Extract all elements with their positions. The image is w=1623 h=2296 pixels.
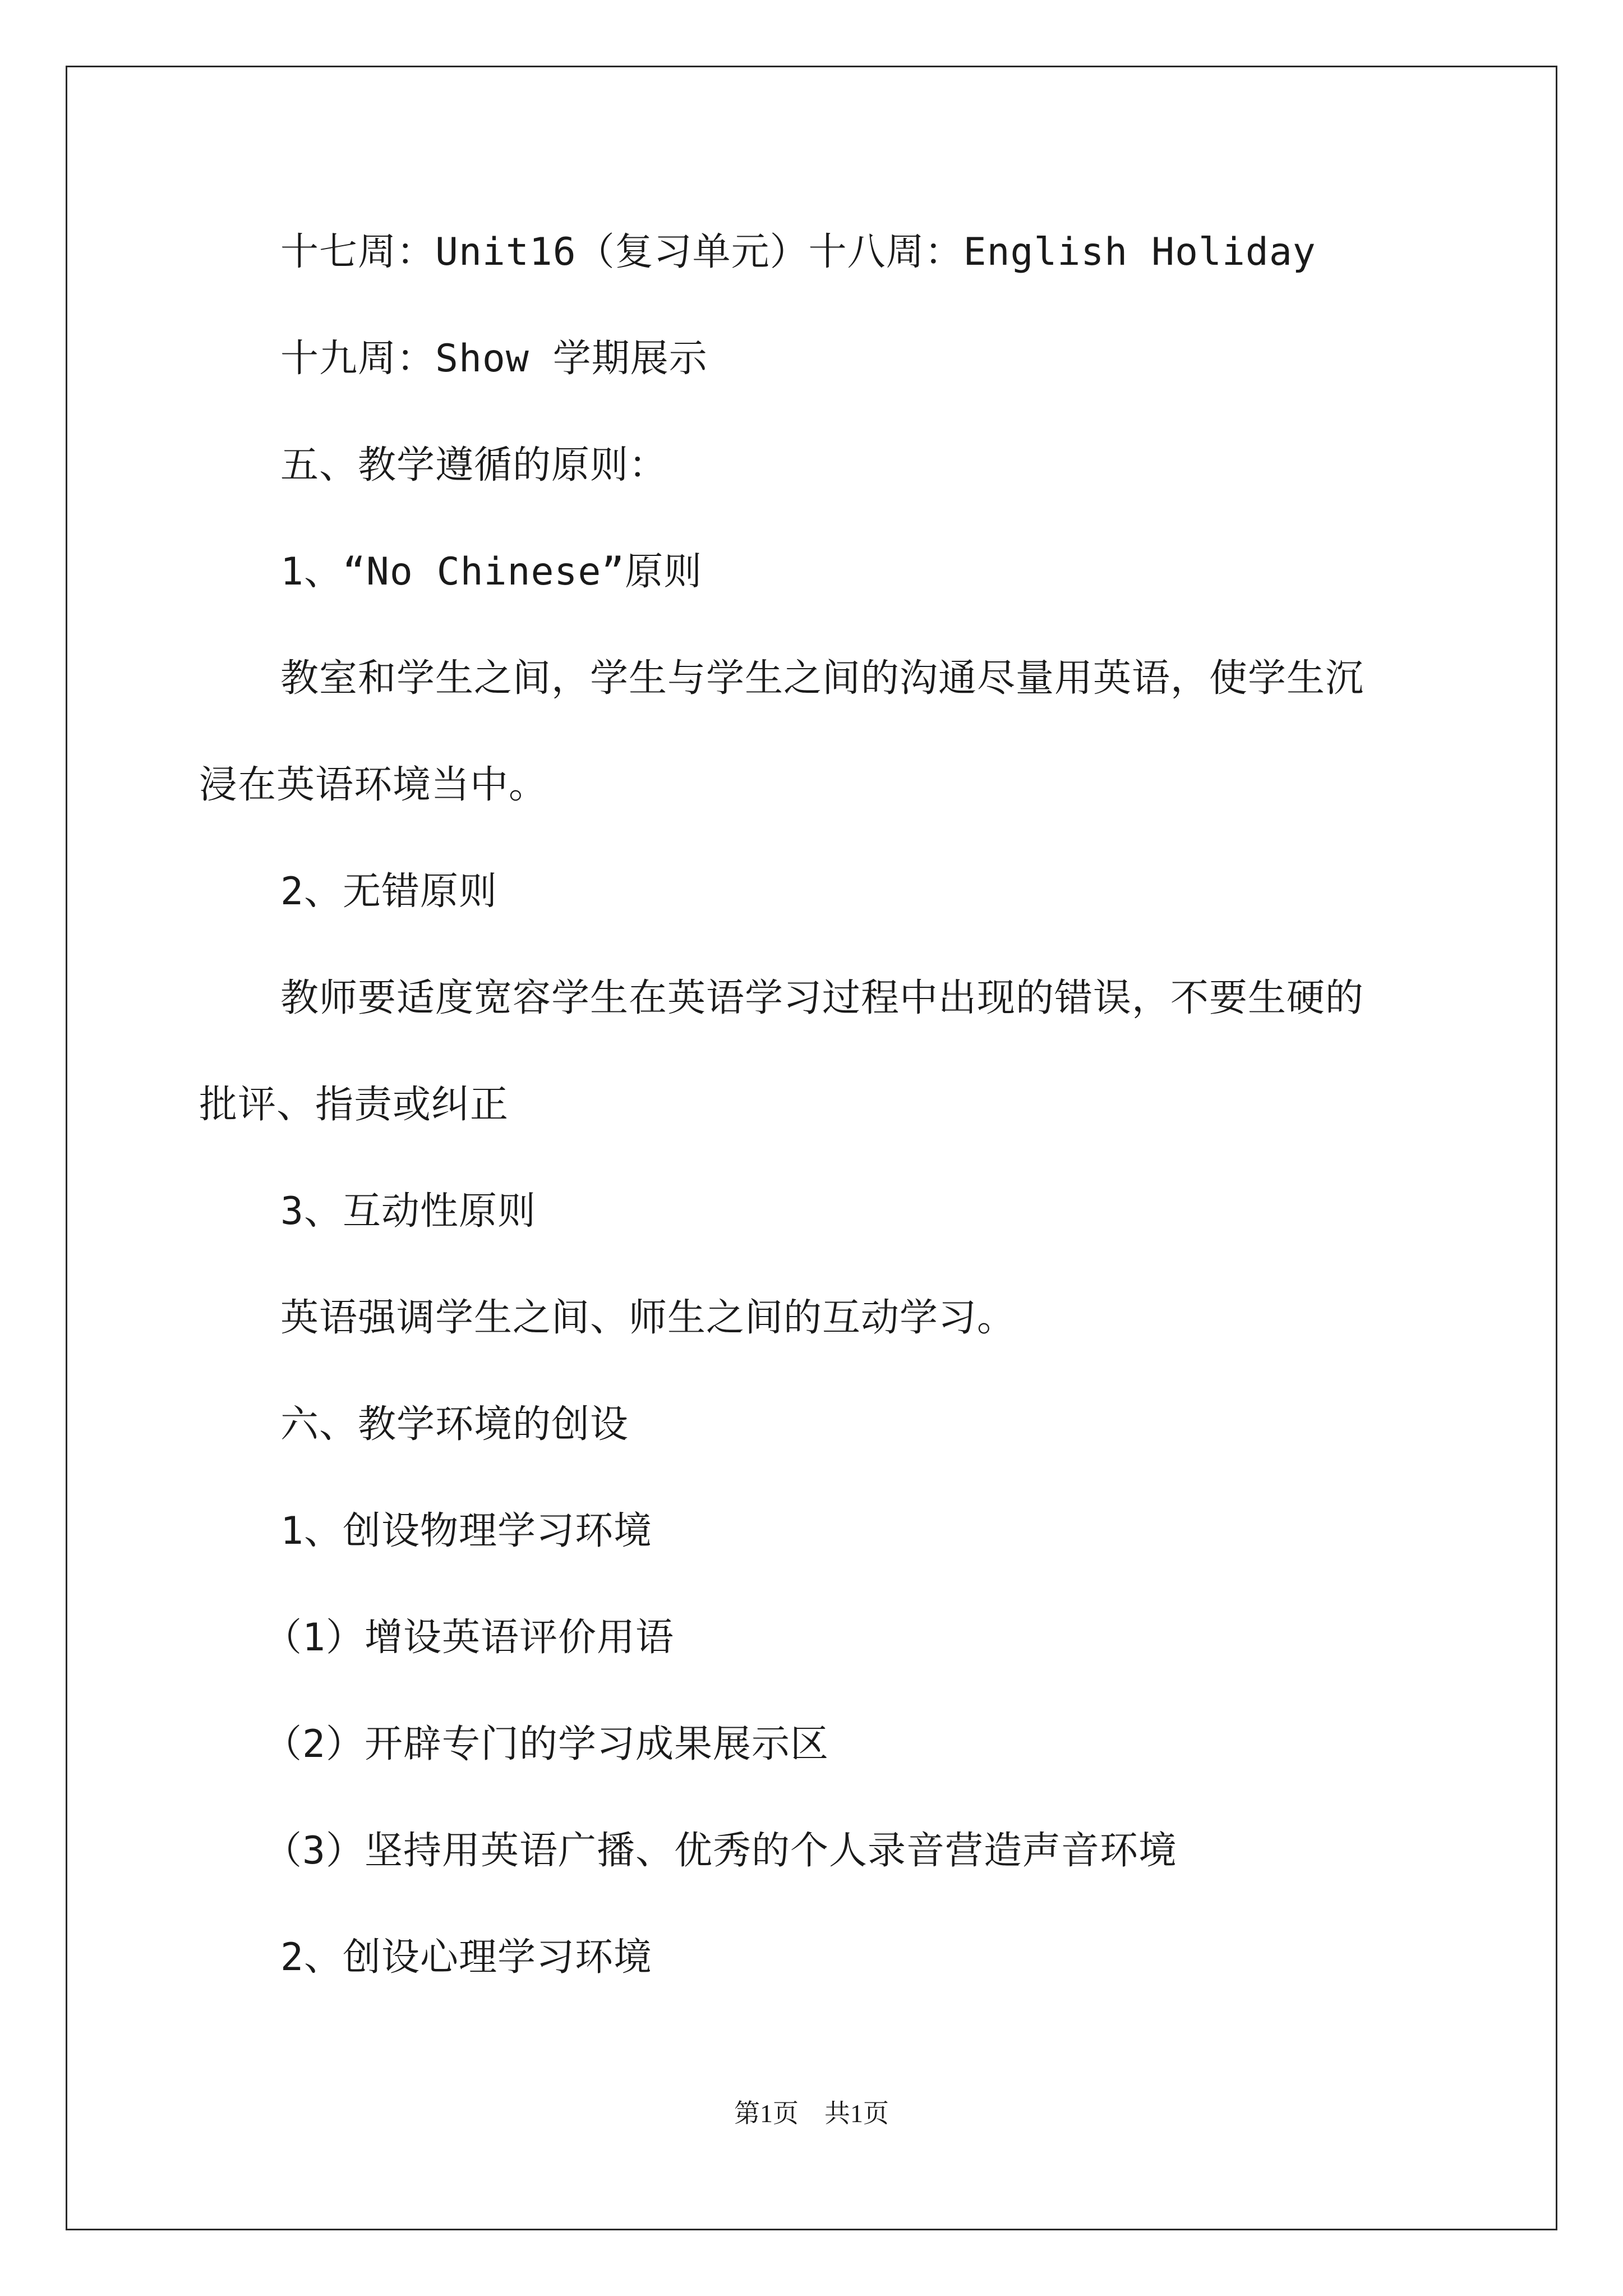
principle-3-text: 英语强调学生之间、师生之间的互动学习。: [280, 1296, 1016, 1340]
principle-1-text-line-2: 浸在英语环境当中。: [199, 763, 548, 807]
principle-2-heading: 2、无错原则: [280, 869, 497, 914]
principle-2-text-line-1: 教师要适度宽容学生在英语学习过程中出现的错误，不要生硬的: [280, 976, 1364, 1020]
principle-3-heading: 3、互动性原则: [280, 1189, 536, 1234]
environment-1-item-1: （1）增设英语评价用语: [264, 1616, 674, 1660]
page-border: [66, 66, 1557, 2230]
environment-1-item-3: （3）坚持用英语广播、优秀的个人录音营造声音环境: [264, 1829, 1177, 1873]
environment-2-heading: 2、创设心理学习环境: [280, 1935, 652, 1980]
section-heading-environment: 六、教学环境的创设: [280, 1402, 629, 1447]
section-heading-principles: 五、教学遵循的原则：: [280, 443, 668, 487]
page-number-footer: 第1页 共1页: [734, 2099, 889, 2128]
schedule-week-17-18: 十七周：Unit16（复习单元）十八周：English Holiday: [280, 230, 1316, 274]
environment-1-heading: 1、创设物理学习环境: [280, 1509, 652, 1553]
principle-1-heading: 1、“No Chinese”原则: [280, 550, 703, 594]
principle-2-text-line-2: 批评、指责或纠正: [199, 1083, 509, 1127]
principle-1-text-line-1: 教室和学生之间，学生与学生之间的沟通尽量用英语，使学生沉: [280, 656, 1364, 701]
environment-1-item-2: （2）开辟专门的学习成果展示区: [264, 1722, 829, 1766]
schedule-week-19: 十九周：Show 学期展示: [280, 337, 708, 381]
